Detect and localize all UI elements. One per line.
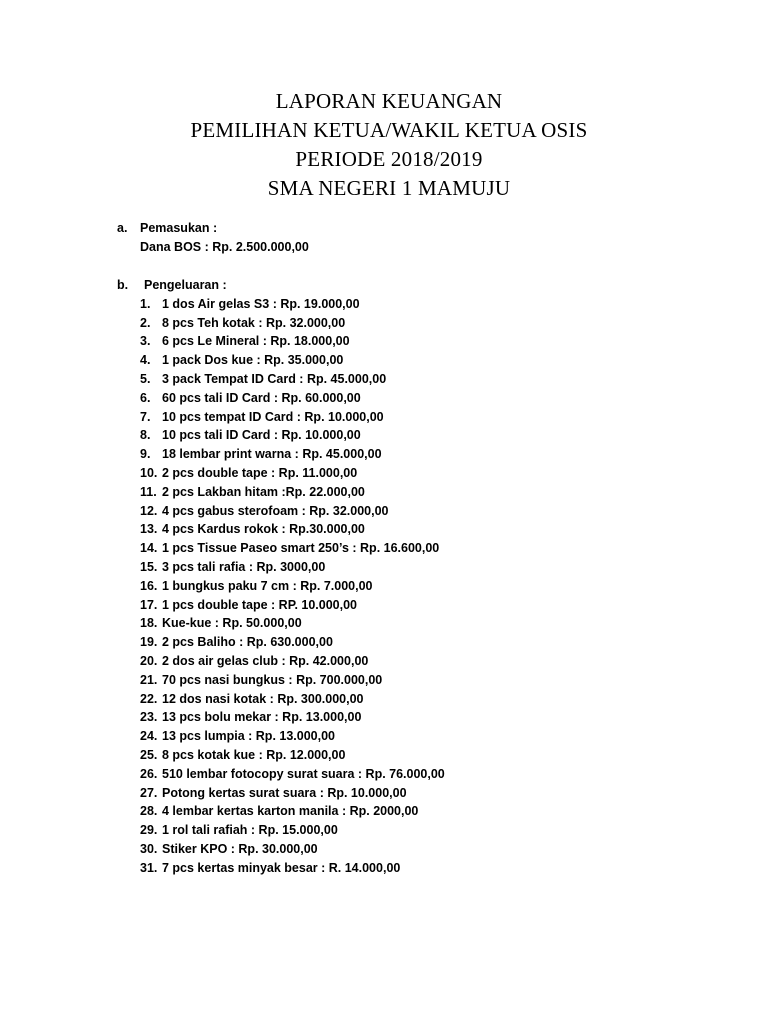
expense-item	[0, 784, 768, 803]
expense-item	[0, 765, 768, 784]
expense-item-number: 1.	[140, 296, 151, 311]
expenses-title: Pengeluaran :	[144, 278, 227, 292]
expense-item-text: 18 lembar print warna : Rp. 45.000,00	[162, 447, 382, 462]
expense-item-text: 2 pcs Baliho : Rp. 630.000,00	[162, 635, 333, 650]
expense-item-number: 21.	[140, 672, 158, 687]
expense-item-number: 2.	[140, 315, 151, 330]
expense-item-number: 15.	[140, 559, 158, 574]
title-line-election: PEMILIHAN KETUA/WAKIL KETUA OSIS	[190, 118, 588, 142]
expense-item-text: 4 lembar kertas karton manila : Rp. 2000,00	[162, 804, 419, 819]
expense-item-number: 6.	[140, 390, 151, 405]
expense-item	[0, 464, 768, 483]
title-line-report: LAPORAN KEUANGAN	[275, 89, 503, 113]
expense-item-text: 2 dos air gelas club : Rp. 42.000,00	[162, 653, 369, 668]
expense-item-text: 1 rol tali rafiah : Rp. 15.000,00	[162, 823, 338, 838]
expense-item	[0, 633, 768, 652]
expense-item	[0, 671, 768, 690]
expense-item	[0, 840, 768, 859]
expense-item-text: 70 pcs nasi bungkus : Rp. 700.000,00	[162, 672, 383, 687]
expense-item	[0, 577, 768, 596]
expense-item	[0, 558, 768, 577]
expense-item	[0, 614, 768, 633]
title-line-period: PERIODE 2018/2019	[295, 147, 483, 171]
income-letter: a.	[117, 221, 128, 235]
expense-item-text: 60 pcs tali ID Card : Rp. 60.000,00	[162, 390, 361, 405]
expense-item-number: 3.	[140, 334, 151, 349]
expense-item	[0, 690, 768, 709]
expense-item-text: Potong kertas surat suara : Rp. 10.000,00	[162, 785, 407, 800]
document-title	[0, 87, 768, 203]
expense-item-number: 28.	[140, 804, 158, 819]
expense-item-number: 13.	[140, 522, 158, 537]
expense-item	[0, 652, 768, 671]
expense-item-text: 6 pcs Le Mineral : Rp. 18.000,00	[162, 334, 350, 349]
expense-item	[0, 483, 768, 502]
expense-list	[0, 295, 768, 878]
expense-item	[0, 502, 768, 521]
expense-item-number: 19.	[140, 635, 158, 650]
expense-item-text: 3 pack Tempat ID Card : Rp. 45.000,00	[162, 371, 387, 386]
expenses-letter: b.	[117, 278, 129, 292]
expenses-section	[0, 276, 768, 878]
expense-item-text: 7 pcs kertas minyak besar : R. 14.000,00	[162, 860, 401, 875]
expense-item-text: 13 pcs lumpia : Rp. 13.000,00	[162, 729, 335, 744]
expense-item	[0, 727, 768, 746]
expense-item-number: 5.	[140, 371, 151, 386]
expense-item-number: 22.	[140, 691, 158, 706]
expense-item-text: 12 dos nasi kotak : Rp. 300.000,00	[162, 691, 364, 706]
income-heading	[0, 219, 768, 238]
expense-item-number: 12.	[140, 503, 158, 518]
expense-item	[0, 708, 768, 727]
expense-item-number: 26.	[140, 766, 158, 781]
expense-item	[0, 314, 768, 333]
expense-item-number: 7.	[140, 409, 151, 424]
title-line-school: SMA NEGERI 1 MAMUJU	[267, 176, 511, 200]
expense-item-text: Stiker KPO : Rp. 30.000,00	[162, 841, 318, 856]
expense-item	[0, 859, 768, 878]
expense-item	[0, 332, 768, 351]
expense-item-number: 30.	[140, 841, 158, 856]
expense-item	[0, 596, 768, 615]
expense-item	[0, 445, 768, 464]
expense-item-text: 13 pcs bolu mekar : Rp. 13.000,00	[162, 710, 362, 725]
expense-item-text: Kue-kue : Rp. 50.000,00	[162, 616, 302, 631]
expense-item-number: 4.	[140, 353, 151, 368]
expense-item-number: 29.	[140, 823, 158, 838]
expense-item-text: 10 pcs tempat ID Card : Rp. 10.000,00	[162, 409, 384, 424]
expense-item	[0, 370, 768, 389]
expense-item	[0, 802, 768, 821]
expense-item-number: 31.	[140, 860, 158, 875]
expense-item-number: 24.	[140, 729, 158, 744]
expense-item-number: 17.	[140, 597, 158, 612]
income-title: Pemasukan :	[140, 221, 218, 235]
expense-item-text: 510 lembar fotocopy surat suara : Rp. 76.000,00	[162, 766, 445, 781]
expense-item-text: 1 bungkus paku 7 cm : Rp. 7.000,00	[162, 578, 373, 593]
expense-item-number: 23.	[140, 710, 158, 725]
expense-item-text: 2 pcs double tape : Rp. 11.000,00	[162, 465, 358, 480]
expense-item-number: 20.	[140, 653, 158, 668]
expense-item-number: 10.	[140, 465, 158, 480]
expense-item-number: 18.	[140, 616, 158, 631]
expense-item-text: 1 pack Dos kue : Rp. 35.000,00	[162, 353, 344, 368]
expense-item-text: 3 pcs tali rafia : Rp. 3000,00	[162, 559, 326, 574]
expense-item-number: 11.	[140, 484, 157, 499]
expense-item	[0, 426, 768, 445]
expense-item	[0, 821, 768, 840]
expense-item	[0, 520, 768, 539]
expense-item-text: 1 pcs double tape : RP. 10.000,00	[162, 597, 357, 612]
expense-item-number: 8.	[140, 428, 151, 443]
expense-item-text: 4 pcs Kardus rokok : Rp.30.000,00	[162, 522, 365, 537]
expense-item	[0, 408, 768, 427]
expense-item	[0, 295, 768, 314]
expenses-heading	[0, 276, 768, 295]
expense-item-number: 27.	[140, 785, 158, 800]
expense-item	[0, 539, 768, 558]
expense-item-number: 14.	[140, 541, 158, 556]
expense-item	[0, 389, 768, 408]
expense-item-number: 9.	[140, 447, 151, 462]
expense-item-text: 1 pcs Tissue Paseo smart 250’s : Rp. 16.600,00	[162, 541, 440, 556]
income-line: Dana BOS : Rp. 2.500.000,00	[140, 239, 309, 254]
income-section	[0, 219, 768, 257]
expense-item-text: 8 pcs Teh kotak : Rp. 32.000,00	[162, 315, 346, 330]
expense-item-text: 1 dos Air gelas S3 : Rp. 19.000,00	[162, 296, 360, 311]
expense-item	[0, 746, 768, 765]
expense-item-text: 4 pcs gabus sterofoam : Rp. 32.000,00	[162, 503, 389, 518]
expense-item-number: 25.	[140, 747, 158, 762]
expense-item-text: 8 pcs kotak kue : Rp. 12.000,00	[162, 747, 346, 762]
expense-item-number: 16.	[140, 578, 158, 593]
expense-item-text: 2 pcs Lakban hitam :Rp. 22.000,00	[162, 484, 365, 499]
expense-item-text: 10 pcs tali ID Card : Rp. 10.000,00	[162, 428, 361, 443]
expense-item	[0, 351, 768, 370]
